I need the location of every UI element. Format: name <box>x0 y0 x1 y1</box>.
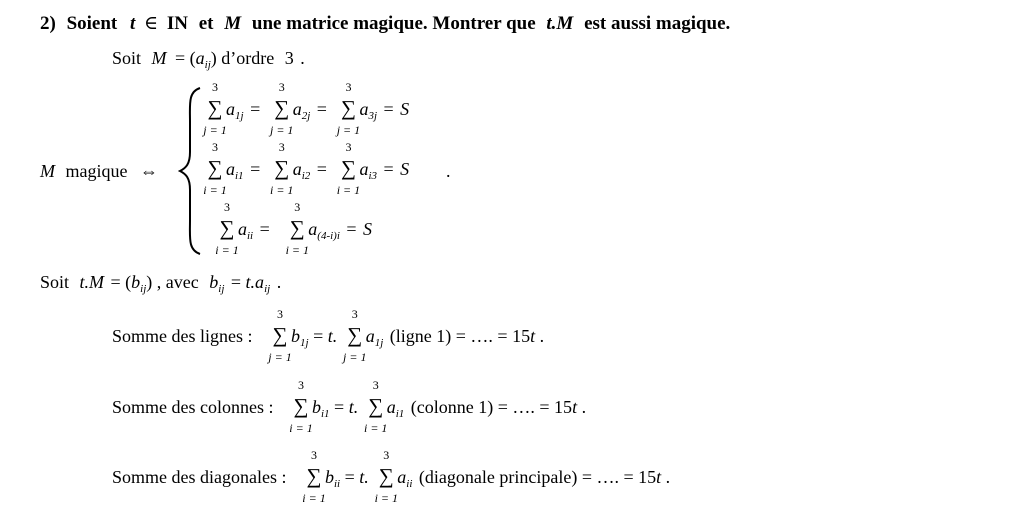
sigma-7: 3 ∑ i = 1 <box>215 200 239 257</box>
sigma-6: 3 ∑ i = 1 <box>336 140 361 197</box>
result-lignes: Somme des lignes : 3 ∑ j = 1 $b_{1j} = t$. 3 ∑ j = 1 $a_{1j}$ (ligne 1) = …. = 15t . <box>112 307 545 364</box>
in-symbol: ∈ <box>144 13 159 34</box>
text-soient: Soient <box>66 13 118 34</box>
setup-eq: = ( <box>175 48 196 68</box>
question-number: 2) <box>40 13 56 34</box>
colonnes-label: Somme des colonnes : <box>112 397 274 417</box>
trailing-dot: . <box>446 161 451 181</box>
left-brace <box>178 86 204 256</box>
setup-M: M <box>151 48 167 68</box>
var-t: t <box>130 13 136 34</box>
var-M: M <box>224 13 242 34</box>
row-sums: 3 ∑ j = 1 $a_{1j}$ = 3 ∑ j = 1 $a_{2j}$ = 3 ∑ j = 1 $a_{3j} = S$ <box>203 80 410 137</box>
text-end: est aussi magique. <box>584 13 731 34</box>
result-diagonales: Somme des diagonales : 3 ∑ i = 1 $b_{ii} = t$. 3 ∑ i = 1 $a_{ii}$ (diagonale principale) = …. = 15t . <box>112 448 671 505</box>
lignes-label: Somme des lignes : <box>112 326 253 346</box>
equiv-M: M <box>40 161 55 181</box>
setup-soit: Soit <box>112 48 142 68</box>
def-b-line: Soit $t.M = (b_{ij})$ , avec $b_{ij} = t.a_{ij}$ . <box>40 272 282 295</box>
setup-close: ) d’ordre <box>210 48 275 68</box>
sigma-1: 3 ∑ j = 1 <box>203 80 227 137</box>
equiv-line <box>40 162 158 180</box>
result-colonnes: Somme des colonnes : 3 ∑ i = 1 $b_{i1} = t$. 3 ∑ i = 1 $a_{i1}$ (colonne 1) = …. = 15t . <box>112 378 587 435</box>
diagonales-label: Somme des diagonales : <box>112 467 287 487</box>
setup-dot: . <box>300 48 305 68</box>
equiv-magique: magique <box>65 161 128 181</box>
sigma-2: 3 ∑ j = 1 <box>270 80 294 137</box>
sigma-8: 3 ∑ i = 1 <box>285 200 309 257</box>
column-sums: 3 ∑ i = 1 $a_{i1}$ = 3 ∑ i = 1 $a_{i2}$ = 3 ∑ i = 1 $a_{i3} = S$ <box>203 140 410 197</box>
set-naturals: IN <box>166 13 188 34</box>
sigma-5: 3 ∑ i = 1 <box>270 140 294 197</box>
setup-three: 3 <box>284 48 294 68</box>
equiv-arrow: ⇔ <box>139 161 158 181</box>
setup-a: a <box>195 48 205 68</box>
text-et: et <box>198 13 214 34</box>
prod-tM: t.M <box>546 13 574 34</box>
diagonal-sums: 3 ∑ i = 1 $a_{ii}$ = 3 ∑ i = 1 $a_{(4-i)i} = S$ <box>215 200 373 257</box>
sigma-3: 3 ∑ j = 1 <box>336 80 361 137</box>
sigma-4: 3 ∑ i = 1 <box>203 140 227 197</box>
setup-line <box>112 48 305 71</box>
text-matrix: une matrice magique. Montrer que <box>251 13 536 34</box>
question-title <box>40 14 730 33</box>
setup-ij: ij <box>204 59 211 71</box>
